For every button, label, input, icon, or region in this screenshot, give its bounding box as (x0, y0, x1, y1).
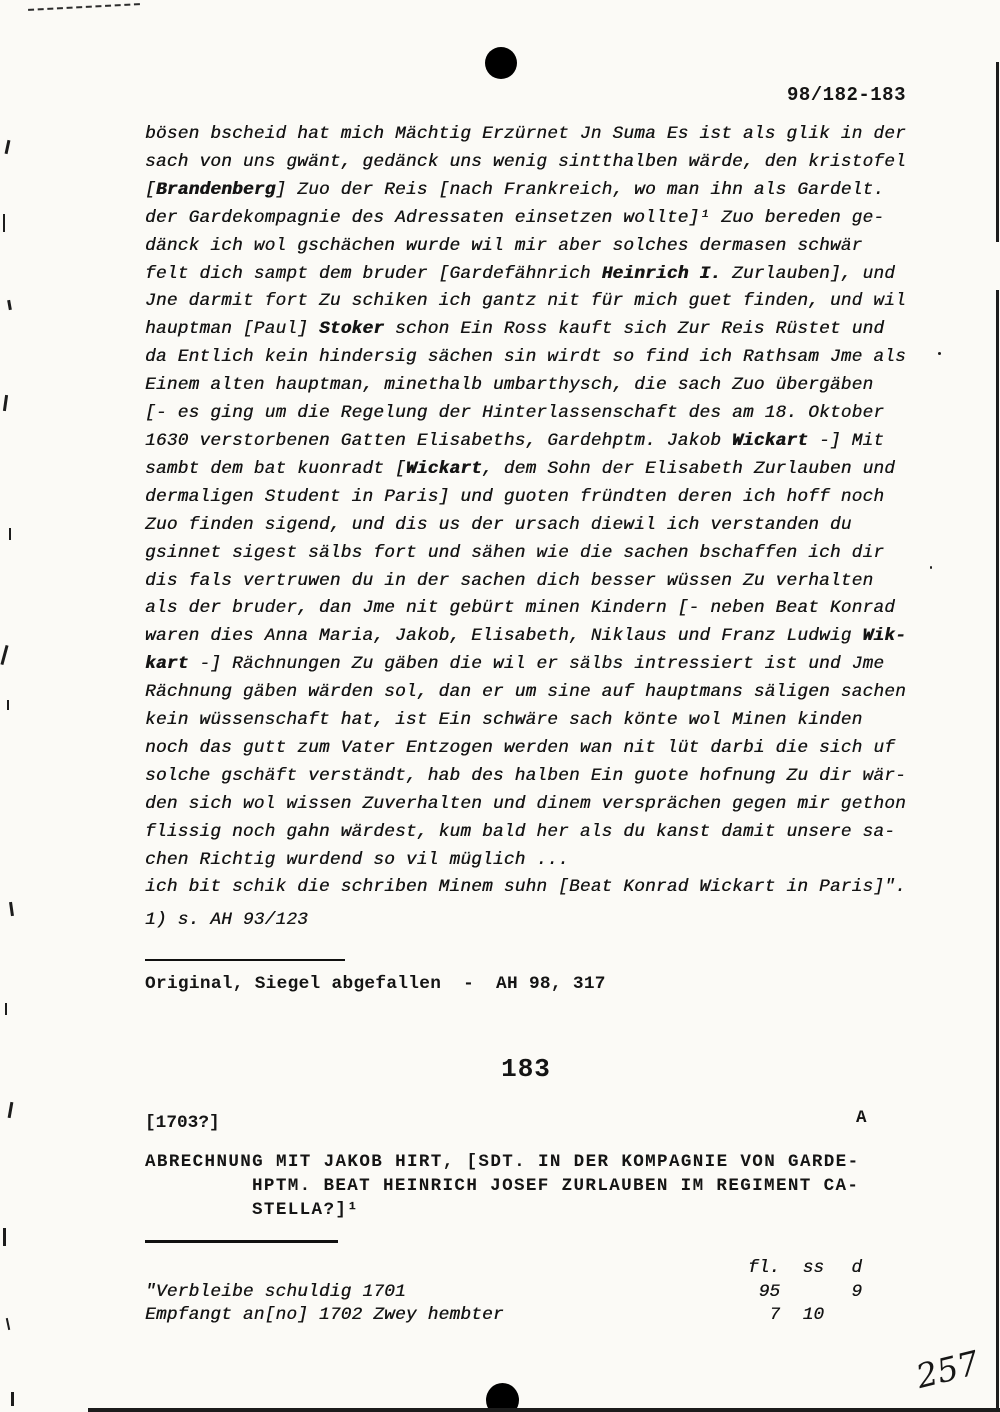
value-fl: 95 (758, 1281, 780, 1302)
transcript-line: solche gschäft verständt, hab des halben Ein guote hofnung Zu dir wär- (145, 765, 906, 786)
transcript-line: dänck ich wol gschächen wurde wil mir aber solches dermasen schwär (145, 235, 863, 256)
scan-artifact (28, 3, 140, 11)
transcript-line: Rächnung gäben wärden sol, dan er um sine auf hauptmans säligen sachen (145, 682, 906, 703)
account-table-header (145, 1257, 862, 1281)
scan-artifact (6, 1318, 10, 1330)
page-number: 98/182-183 (786, 84, 906, 106)
column-header: ss (802, 1258, 824, 1278)
entry-heading-line: ABRECHNUNG MIT JAKOB HIRT, [SDT. IN DER KOMPAGNIE VON GARDE- (145, 1152, 860, 1172)
scan-artifact (3, 1228, 6, 1246)
scan-artifact (3, 214, 5, 232)
scan-artifact (5, 1003, 7, 1015)
transcript-line: gsinnet sigest sälbs fort und sähen wie die sachen bschaffen ich dir (145, 542, 885, 563)
transcript-line: flissig noch gahn wärdest, kum bald her als du kanst damit unsere sa- (145, 821, 896, 842)
scan-artifact (7, 300, 12, 310)
punch-hole-top (485, 47, 517, 79)
transcript-line: als der bruder, dan Jme nit gebürt minen Kindern [- neben Beat Konrad (145, 598, 896, 619)
scan-artifact (8, 1102, 14, 1118)
entry-heading-line: HPTM. BEAT HEINRICH JOSEF ZURLAUBEN IM REGIMENT CA- (252, 1176, 860, 1196)
handwritten-note: 257 (912, 1342, 983, 1397)
transcript-line: der Gardekompagnie des Adressaten einsetzen wollte]¹ Zuo bereden ge- (145, 207, 885, 228)
transcript-line: da Entlich kein hindersig sächen sin wirdt so find ich Rathsam Jme als (145, 347, 906, 368)
separator-line (145, 959, 345, 961)
transcript-line: felt dich sampt dem bruder [Gardefähnrich Heinrich I. Zurlauben], und (145, 263, 896, 284)
transcript-line: sambt dem bat kuonradt [Wickart, dem Sohn der Elisabeth Zurlauben und (145, 458, 896, 479)
transcript-line: [- es ging um die Regelung der Hinterlassenschaft des am 18. Oktober (145, 403, 885, 424)
scan-artifact (88, 1408, 1000, 1412)
transcript-line: bösen bscheid hat mich Mächtig Erzürnet Jn Suma Es ist als glik in der (145, 124, 906, 144)
transcript-body (145, 121, 945, 902)
transcript-line: kart -] Rächnungen Zu gäben die wil er sälbs intressiert ist und Jme (145, 654, 885, 675)
transcript-line: kein wüssenschaft hat, ist Ein schwäre sach könte wol Minen kinden (145, 710, 863, 731)
scan-artifact (996, 290, 999, 1412)
scan-artifact (9, 902, 14, 916)
transcript-line: sach von uns gwänt, gedänck uns wenig sintthalben wärde, den kristofel (145, 151, 906, 172)
value-ss (780, 1281, 824, 1305)
entry-heading-line: STELLA?]¹ (252, 1200, 360, 1220)
account-table (145, 1257, 862, 1328)
transcript-line: noch das gutt zum Vater Entzogen werden wan nit lüt darbi die sich uf (145, 737, 896, 758)
scan-artifact (11, 1392, 14, 1406)
value-d (824, 1304, 862, 1328)
transcript-line: Einem alten hauptman, minethalb umbarthysch, die sach Zuo übergäben (145, 375, 874, 396)
scan-artifact (3, 395, 8, 411)
account-row (145, 1281, 862, 1305)
row-label: Empfangt an[no] 1702 Zwey hembter (145, 1305, 504, 1325)
footnote: 1) s. AH 93/123 (145, 910, 309, 930)
transcript-line: Zuo finden sigend, und dis us der ursach diewil ich verstanden du (145, 514, 852, 535)
scan-artifact (7, 700, 9, 710)
column-header: fl. (747, 1258, 780, 1278)
scan-artifact (0, 645, 8, 665)
value-fl: 7 (769, 1305, 780, 1325)
transcript-line: 1630 verstorbenen Gatten Elisabeths, Gardehptm. Jakob Wickart -] Mit (145, 430, 885, 451)
transcript-line: den sich wol wissen Zuverhalten und dinem versprächen gegen mir gethon (145, 793, 906, 814)
value-ss: 10 (802, 1305, 824, 1325)
transcript-line: chen Richtig wurdend so vil müglich ... (145, 849, 569, 870)
date-label: [1703?] (145, 1113, 220, 1133)
corner-letter: A (856, 1108, 867, 1128)
transcript-line: Jne darmit fort Zu schiken ich gantz nit für mich guet finden, und wil (145, 291, 906, 312)
separator-line-2 (145, 1240, 338, 1243)
column-header: d (851, 1258, 862, 1278)
row-label: "Verbleibe schuldig 1701 (145, 1281, 406, 1302)
transcript-line: waren dies Anna Maria, Jakob, Elisabeth, Niklaus und Franz Ludwig Wik- (145, 626, 906, 647)
value-d: 9 (851, 1281, 862, 1302)
section-number: 183 (501, 1054, 551, 1084)
scan-artifact (9, 528, 11, 540)
transcript-line: ich bit schik die schriben Minem suhn [Beat Konrad Wickart in Paris]". (145, 877, 906, 898)
scan-artifact (5, 140, 11, 154)
transcript-line: dermaligen Student in Paris] und guoten fründten deren ich hoff noch (145, 486, 885, 507)
transcript-line: hauptman [Paul] Stoker schon Ein Ross kauft sich Zur Reis Rüstet und (145, 319, 885, 340)
account-row (145, 1304, 862, 1328)
transcript-line: dis fals vertruwen du in der sachen dich besser wüssen Zu verhalten (145, 570, 874, 591)
scan-artifact (996, 62, 999, 242)
provenance-note: Original, Siegel abgefallen - AH 98, 317 (145, 974, 606, 994)
transcript-line: [Brandenberg] Zuo der Reis [nach Frankreich, wo man ihn als Gardelt. (145, 179, 885, 200)
entry-heading (145, 1150, 859, 1222)
